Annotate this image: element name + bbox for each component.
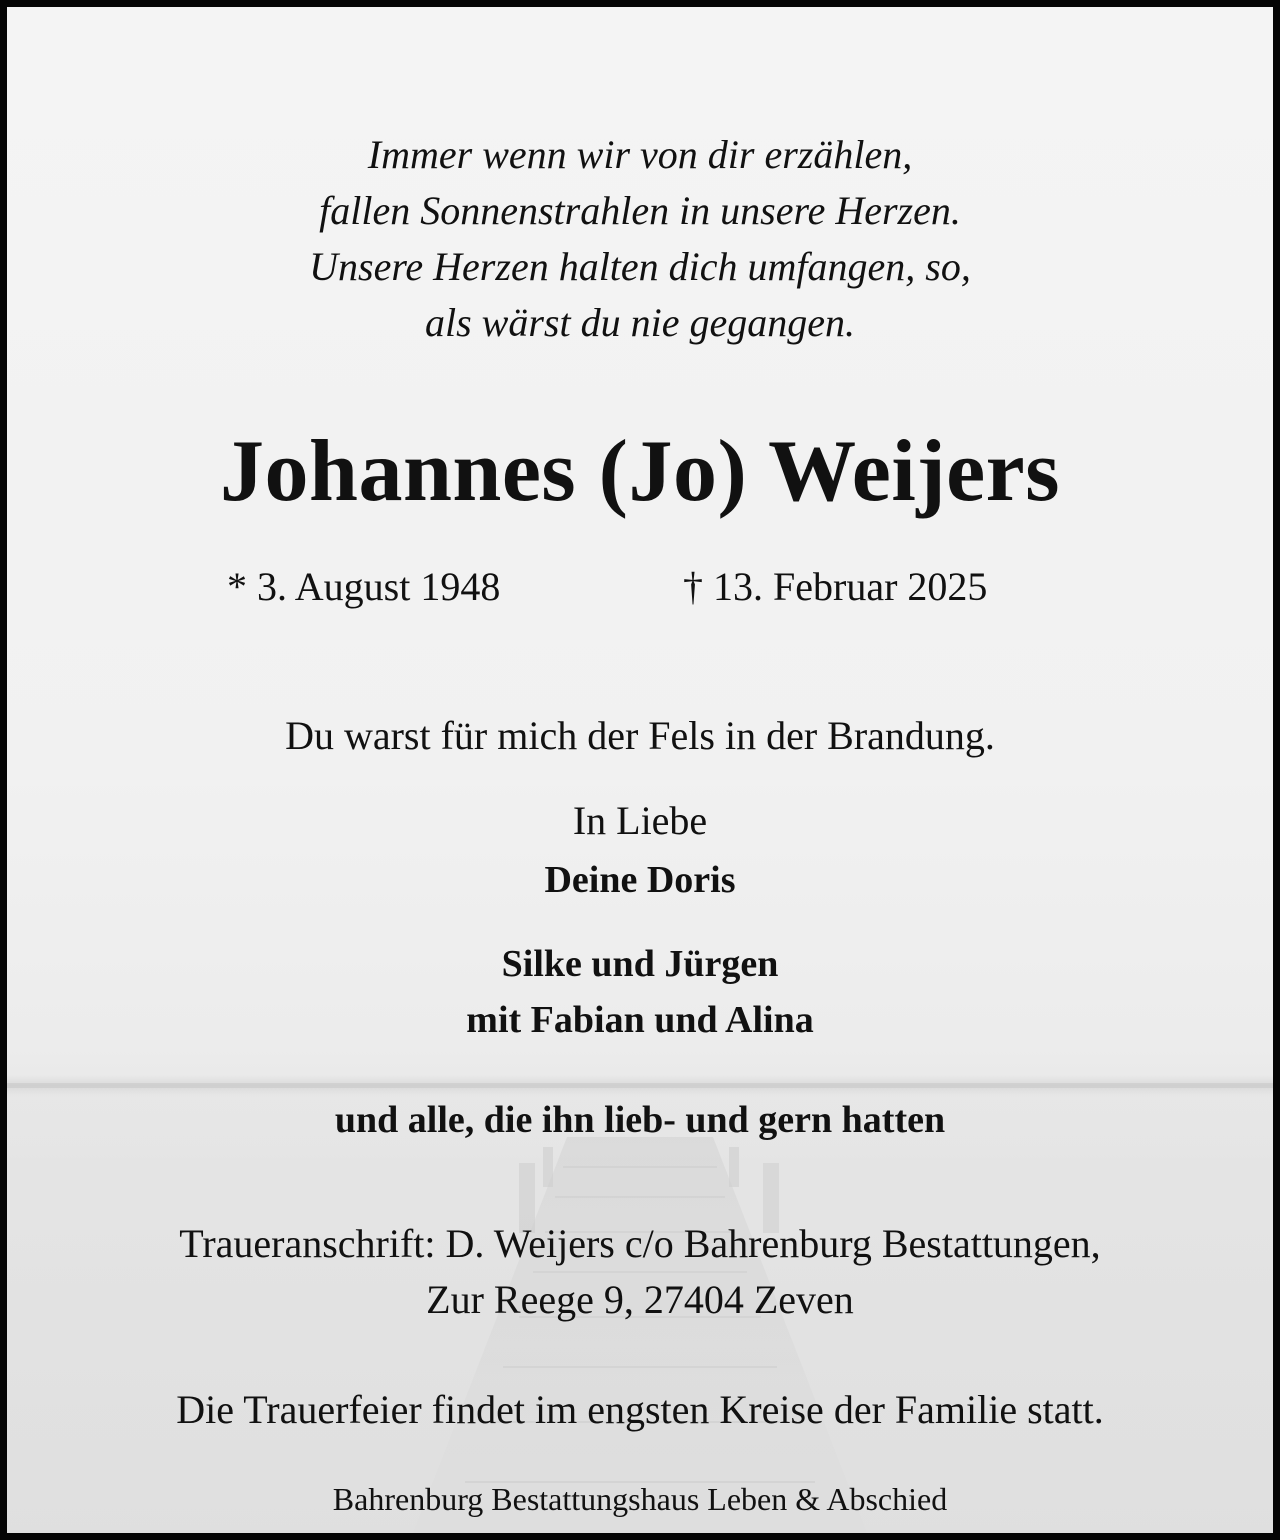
funeral-home-footer: Bahrenburg Bestattungshaus Leben & Abschied — [332, 1481, 948, 1517]
deceased-name: Johannes (Jo) Weijers — [220, 423, 1060, 520]
family-line-1: Silke und Jürgen — [501, 943, 779, 985]
verse-line-2: fallen Sonnenstrahlen in unsere Herzen. — [319, 188, 961, 233]
obituary-text — [7, 7, 1273, 1533]
family-line-2: mit Fabian und Alina — [466, 999, 814, 1041]
ceremony-line: Die Trauerfeier findet im engsten Kreise der Familie statt. — [176, 1387, 1104, 1432]
birth-date: * 3. August 1948 — [227, 564, 501, 609]
others-line: und alle, die ihn lieb- und gern hatten — [334, 1099, 946, 1141]
address-line-2: Zur Reege 9, 27404 Zeven — [426, 1277, 854, 1322]
signer-doris: Deine Doris — [544, 859, 736, 901]
life-dates — [7, 563, 1273, 611]
verse-line-1: Immer wenn wir von dir erzählen, — [367, 132, 913, 177]
verse-line-3: Unsere Herzen halten dich umfangen, so, — [309, 244, 971, 289]
address-line-1: Traueranschrift: D. Weijers c/o Bahrenburg Bestattungen, — [179, 1221, 1101, 1266]
death-date: † 13. Februar 2025 — [683, 564, 988, 609]
verse-line-4: als wärst du nie gegangen. — [425, 300, 855, 345]
tribute-line: Du warst für mich der Fels in der Brandung. — [285, 713, 995, 758]
in-love-line: In Liebe — [572, 798, 708, 843]
